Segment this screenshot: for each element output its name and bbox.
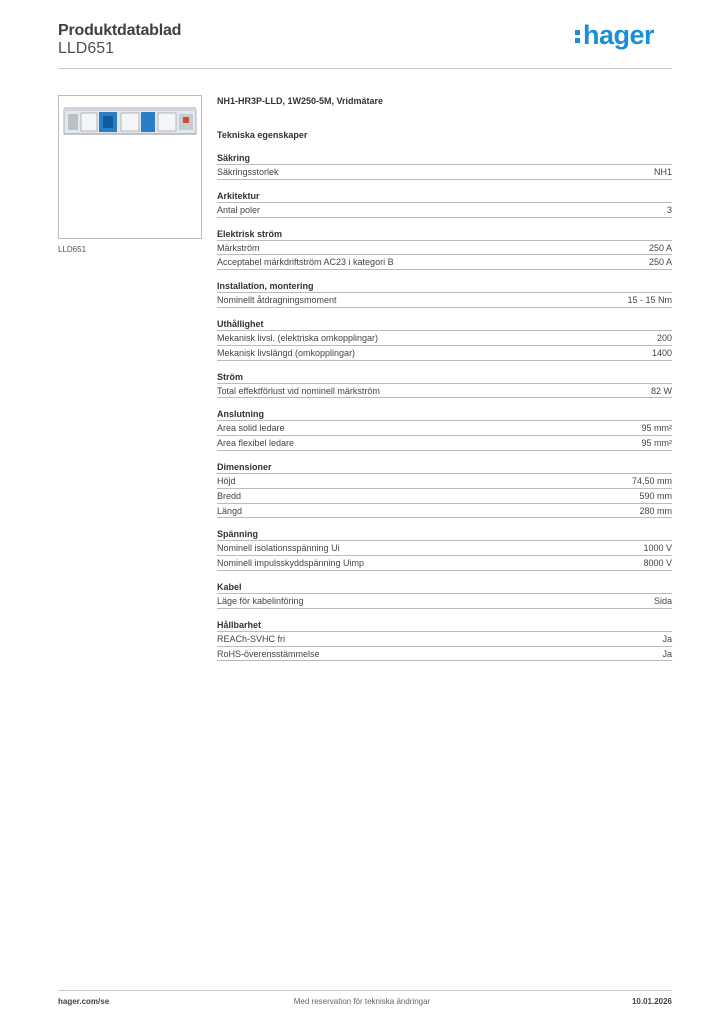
spec-row xyxy=(217,421,672,436)
header-divider xyxy=(58,68,672,69)
spec-row xyxy=(217,255,672,270)
spec-row xyxy=(217,489,672,504)
spec-groups xyxy=(217,152,672,661)
spec-row xyxy=(217,346,672,361)
spec-value: 590 mm xyxy=(639,490,672,501)
spec-label: Mekanisk livsl. (elektriska omkopplingar) xyxy=(217,332,379,343)
footer-website: hager.com/se xyxy=(58,997,110,1006)
spec-value: 82 W xyxy=(650,385,672,396)
spec-value: 3 xyxy=(666,204,672,215)
spec-value: 1400 xyxy=(651,347,672,358)
spec-row xyxy=(217,331,672,346)
spec-group-title: Spänning xyxy=(217,528,672,541)
spec-value: 1000 V xyxy=(643,543,672,554)
spec-label: Acceptabel märkdriftström AC23 i kategori B xyxy=(217,257,394,268)
page-header xyxy=(58,20,672,68)
spec-value: 95 mm² xyxy=(641,438,672,449)
spec-value: 280 mm xyxy=(639,505,672,516)
spec-group xyxy=(217,152,672,180)
spec-row xyxy=(217,632,672,647)
spec-row xyxy=(217,436,672,451)
spec-value: 250 A xyxy=(648,257,672,268)
spec-group-title: Ström xyxy=(217,371,672,384)
spec-value: Ja xyxy=(662,633,672,644)
spec-label: Area solid ledare xyxy=(217,423,285,434)
spec-label: Nominell isolationsspänning Ui xyxy=(217,543,340,554)
logo-text: hager xyxy=(582,20,654,50)
footer-date: 10.01.2026 xyxy=(631,997,672,1006)
product-photo-icon xyxy=(63,102,197,142)
spec-row xyxy=(217,384,672,399)
spec-label: Längd xyxy=(217,505,243,516)
spec-row xyxy=(217,647,672,662)
spec-value: 8000 V xyxy=(643,558,672,569)
spec-group-title: Hållbarhet xyxy=(217,619,672,632)
spec-label: RoHS-överensstämmelse xyxy=(217,648,320,659)
spec-value: Sida xyxy=(653,595,672,606)
product-name: NH1-HR3P-LLD, 1W250-5M, Vridmätare xyxy=(217,96,384,106)
spec-label: Läge för kabelinföring xyxy=(217,595,304,606)
spec-label: Mekanisk livslängd (omkopplingar) xyxy=(217,347,356,358)
footer-disclaimer: Med reservation för tekniska ändringar xyxy=(293,997,431,1006)
spec-value: 95 mm² xyxy=(641,423,672,434)
spec-label: Säkringsstorlek xyxy=(217,167,279,177)
spec-group xyxy=(217,280,672,308)
spec-group-title: Uthållighet xyxy=(217,318,672,331)
spec-group xyxy=(217,528,672,571)
footer-divider xyxy=(58,990,672,991)
spec-group xyxy=(217,190,672,218)
spec-group-title: Säkring xyxy=(217,152,672,165)
spec-group xyxy=(217,228,672,271)
hager-logo xyxy=(575,20,654,50)
spec-row xyxy=(217,474,672,489)
spec-group-title: Elektrisk ström xyxy=(217,228,672,241)
spec-row xyxy=(217,541,672,556)
spec-group xyxy=(217,461,672,518)
spec-group xyxy=(217,371,672,399)
spec-label: Total effektförlust vid nominell märkström xyxy=(217,385,380,396)
spec-value: 15 - 15 Nm xyxy=(627,295,672,306)
spec-group-title: Dimensioner xyxy=(217,461,672,474)
spec-value: 250 A xyxy=(648,242,672,253)
product-code: LLD651 xyxy=(58,40,115,57)
spec-row xyxy=(217,504,672,519)
spec-content xyxy=(217,95,672,661)
spec-group-title: Installation, montering xyxy=(217,280,672,293)
spec-label: Antal poler xyxy=(217,204,261,215)
spec-group xyxy=(217,318,672,361)
spec-label: Märkström xyxy=(217,242,260,253)
spec-label: Nominell impulsskyddspänning Uimp xyxy=(217,558,365,569)
spec-value: Ja xyxy=(662,648,672,659)
spec-row xyxy=(217,241,672,256)
spec-group xyxy=(217,408,672,451)
spec-value: 200 xyxy=(656,332,672,343)
document-title: Produktdatablad xyxy=(58,22,182,39)
spec-row xyxy=(217,293,672,308)
spec-row xyxy=(217,594,672,609)
spec-label: Höjd xyxy=(217,475,236,486)
spec-row xyxy=(217,165,672,180)
logo-dots-icon xyxy=(575,26,581,44)
image-caption: LLD651 xyxy=(58,245,87,254)
spec-label: Nominellt åtdragningsmoment xyxy=(217,295,337,306)
spec-group-title: Kabel xyxy=(217,581,672,594)
spec-row xyxy=(217,203,672,218)
spec-group xyxy=(217,619,672,662)
spec-value: 74,50 mm xyxy=(631,475,672,486)
spec-label: Area flexibel ledare xyxy=(217,438,295,449)
spec-label: REACh-SVHC fri xyxy=(217,633,286,644)
spec-label: Bredd xyxy=(217,490,242,501)
spec-group-title: Arkitektur xyxy=(217,190,672,203)
product-image-frame xyxy=(58,95,202,239)
section-title: Tekniska egenskaper xyxy=(217,130,308,140)
spec-row xyxy=(217,556,672,571)
spec-value: NH1 xyxy=(653,167,672,177)
spec-group xyxy=(217,581,672,609)
spec-group-title: Anslutning xyxy=(217,408,672,421)
